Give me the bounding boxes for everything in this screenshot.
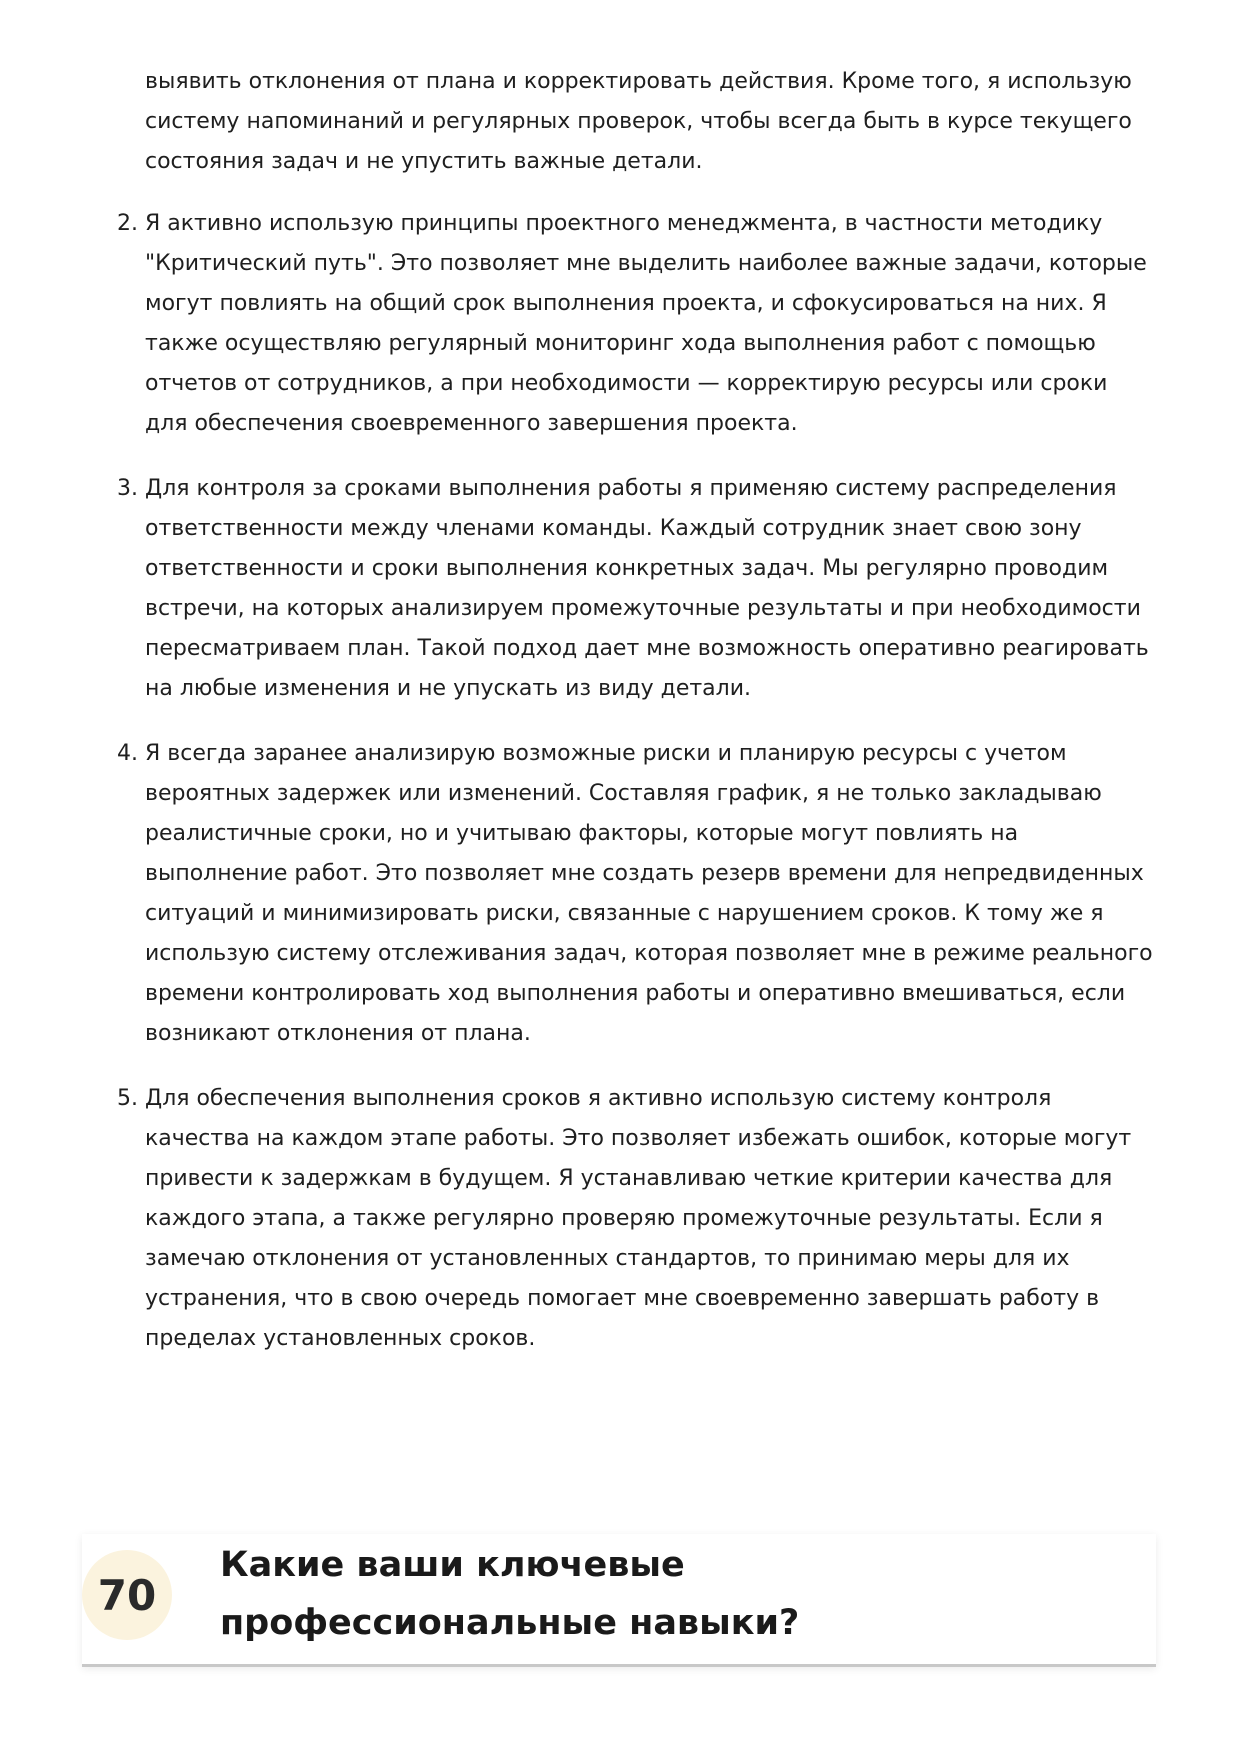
list-item bbox=[117, 204, 1155, 444]
list-item-number: 5. bbox=[117, 1086, 138, 1111]
list-item-number: 2. bbox=[117, 211, 138, 236]
answer-list bbox=[117, 204, 1155, 1384]
intro-paragraph: выявить отклонения от плана и корректировать действия. Кроме того, я использую систему напоминаний и регулярных проверок, чтобы всегда быть в курсе текущего состояния задач и не упустить важные детали. bbox=[145, 69, 1132, 174]
list-item-text: Я всегда заранее анализирую возможные риски и планирую ресурсы с учетом вероятных задержек или изменений. Составляя график, я не только закладываю реалистичные сроки, но и учитываю факторы, которые могут повлиять на выполнение работ. Это позволяет мне создать резерв времени для непредвиденных ситуаций и минимизировать риски, связанные с нарушением сроков. К тому же я использую систему отслеживания задач, которая позволяет мне в режиме реального времени контролировать ход выполнения работы и оперативно вмешиваться, если возникают отклонения от плана. bbox=[145, 741, 1153, 1046]
question-number-badge: 70 bbox=[82, 1550, 172, 1640]
list-item bbox=[117, 469, 1155, 709]
list-item bbox=[117, 734, 1155, 1054]
list-item bbox=[117, 1079, 1155, 1359]
list-item-number: 4. bbox=[117, 741, 138, 766]
list-item-number: 3. bbox=[117, 476, 138, 501]
list-item-text: Для контроля за сроками выполнения работы я применяю систему распределения ответственности между членами команды. Каждый сотрудник знает свою зону ответственности и сроки выполнения конкретных задач. Мы регулярно проводим встречи, на которых анализируем промежуточные результаты и при необходимости пересматриваем план. Такой подход дает мне возможность оперативно реагировать на любые изменения и не упускать из виду детали. bbox=[145, 476, 1149, 701]
question-title: Какие ваши ключевые профессиональные навыки? bbox=[220, 1545, 800, 1643]
list-item-text: Для обеспечения выполнения сроков я активно использую систему контроля качества на каждом этапе работы. Это позволяет избежать ошибок, которые могут привести к задержкам в будущем. Я устанавливаю четкие критерии качества для каждого этапа, а также регулярно проверяю промежуточные результаты. Если я замечаю отклонения от установленных стандартов, то принимаю меры для их устранения, что в свою очередь помогает мне своевременно завершать работу в пределах установленных сроков. bbox=[145, 1086, 1132, 1351]
list-item-text: Я активно использую принципы проектного менеджмента, в частности методику "Критический путь". Это позволяет мне выделить наиболее важные задачи, которые могут повлиять на общий срок выполнения проекта, и сфокусироваться на них. Я также осуществляю регулярный мониторинг хода выполнения работ с помощью отчетов от сотрудников, а при необходимости — корректирую ресурсы или сроки для обеспечения своевременного завершения проекта. bbox=[145, 211, 1147, 436]
